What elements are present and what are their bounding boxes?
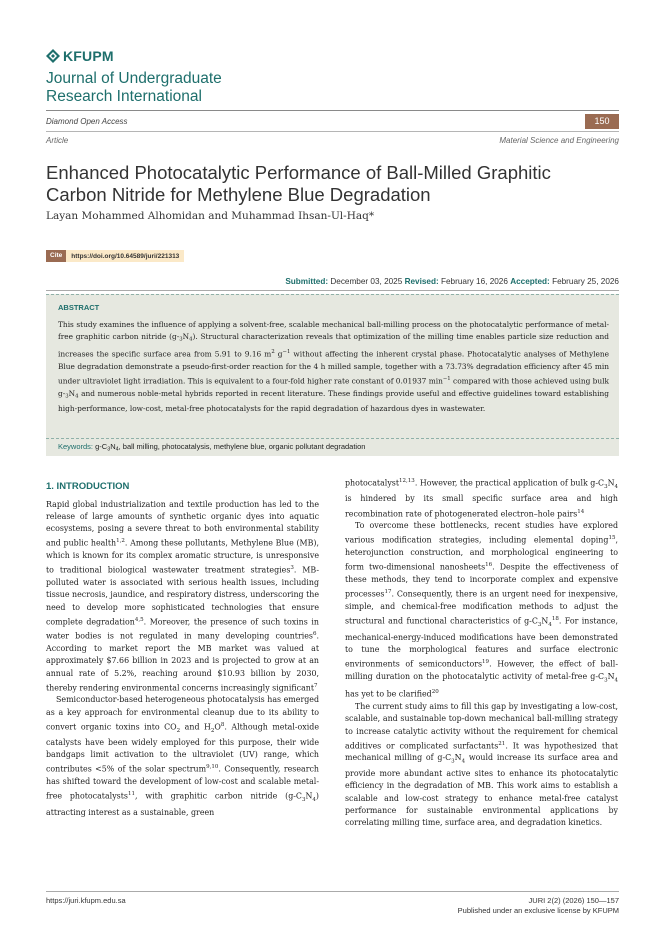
section-heading-introduction: 1. INTRODUCTION <box>46 481 130 492</box>
accepted-label: Accepted: <box>510 277 550 286</box>
doi-link[interactable]: https://doi.org/10.64589/juri/221313 <box>71 252 180 260</box>
intro-paragraph-2-continued: photocatalyst$^{12,13}$. However, the practical application of bulk $g-C_3N_4$ is hindered by its small specific surface area and high recombination rate of photogenerated electron–hole pairs$^{14}$ <box>345 478 618 519</box>
dates-divider <box>46 290 619 291</box>
abstract-text: This study examines the influence of applying a solvent-free, scalable mechanical ball-milling process on the photocatalytic performance of metal-free graphitic carbon nitride (g-3N4). Structural characterization reveals that optimization of the milling time enables particle size reduction and increases the specific surface area from 5.91 to 9.16 $m^2$ $g^{-1}$ without affecting the inherent crystal phase. Photocatalytic analyses of Methylene Blue degradation demonstrate a pseudo-first-order reaction for the 4 h milled sample, together with a 73.73% degradation efficiency after 45 min under ultraviolet light irradiation. This is equivalent to a four-fold higher rate constant of 0.01937 $\min^{-1}$ compared with those achieved using bulk g-3N4 and numerous noble-metal hybrids reported in recent literature. These findings provide useful and effective guidelines toward establishing high-performance, low-cost, metal-free photocatalysts for the rapid degradation of hazardous dyes in wastewater. <box>58 320 610 414</box>
cite-tag: Cite <box>46 250 66 262</box>
header-divider <box>46 110 619 111</box>
article-type-label: Article <box>46 136 69 145</box>
intro-paragraph-1: Rapid global industrialization and textile production has led to the release of large amounts of synthetic organic dyes into aquatic ecosystems, posing a severe threat to both environmental stability and public health$^{1,2}$. Among these pollutants, Methylene Blue (MB), which is known for its complex aromatic structure, is unresponsive to traditional biological wastewater treatment strategies$^3$. MB-polluted water is associated with serious health issues, including tissue necrosis, jaundice, and respiratory distress, underscoring the need to develop more sophisticated technologies that ensure complete degradation$^{4,5}$. Moreover, the presence of such toxins in water bodies is not regulated in many developing countries$^6$. According to market report the MB market was valued at approximately $7.66 billion in 2023 and is projected to grow at an annual rate of 5.2%, reaching around $10.93 billion by 2030, thereby rendering environmental concerns increasingly significant$^7$ <box>46 500 320 693</box>
journal-name-line1: Journal of Undergraduate <box>46 70 222 87</box>
intro-paragraph-3: To overcome these bottlenecks, recent studies have explored various modification strategies, including elemental doping$^{15}$, heterojunction construction, and morphological engineering to form two-dimensional nanosheets$^{16}$. Despite the effectiveness of these methods, they tend to incorporate complex and expensive processes$^{17}$. Consequently, there is an urgent need for inexpensive, simple, and chemical-free modification methods to adjust the structural and functional characteristics of $g-C_3N_4^{18}$. For instance, mechanical-energy-induced modifications have been demonstrated to tune the morphological features and surface electronic environments of semiconductors$^{19}$. However, the effect of ball-milling duration on the photocatalytic activity of metal-free $g-C_3N_4$ has yet to be clarified$^{20}$ <box>345 521 618 700</box>
journal-name-line2: Research International <box>46 88 202 105</box>
keywords-line: Keywords: g-C3N4, ball milling, photocatalysis, methylene blue, organic pollutant degradation <box>58 442 366 453</box>
header-divider-secondary <box>46 131 619 132</box>
submitted-date: December 03, 2025 <box>330 277 403 286</box>
access-label: Diamond Open Access <box>46 117 128 126</box>
intro-paragraph-2: Semiconductor-based heterogeneous photocatalysis has emerged as a key approach for environmental cleanup due to its ability to convert organic toxins into $CO_2$ and $H_2O^8$. Although metal-oxide catalysts have been widely employed for this purpose, their wide bandgaps limit activation to the ultraviolet (UV) range, which contributes <5% of the solar spectrum$^{9,10}$. Consequently, research has shifted toward the development of low-cost and scalable metal-free photocatalysts$^{11}$, with graphitic carbon nitride $(g-C_3N_4)$ attracting interest as a sustainable, green <box>46 695 319 817</box>
page-number-badge: 150 <box>585 114 619 129</box>
submitted-label: Submitted: <box>285 277 329 286</box>
license-notice: Published under an exclusive license by KFUPM <box>457 906 619 915</box>
logo-text: KFUPM <box>63 48 114 64</box>
subject-field-label: Material Science and Engineering <box>499 136 619 145</box>
citation-box <box>46 250 184 262</box>
abstract-divider <box>46 438 619 439</box>
intro-paragraph-4: The current study aims to fill this gap by investigating a low-cost, scalable, and sustainable top-down mechanical ball-milling strategy to increase catalytic activity without the requirement for chemical additives or complicated surfactants$^{21}$. It was hypothesized that mechanical milling of $g-C_3N_4$ would increase its surface area and provide more abundant active sites to enhance its photocatalytic efficiency in the degradation of MB. This work aims to establish a scalable and low-cost strategy to enhance metal-free catalyst performance for sustainable environmental applications by correlating milling time, surface area, and degradation kinetics. <box>345 702 619 827</box>
abstract-heading: ABSTRACT <box>58 303 100 312</box>
kfupm-logo <box>46 48 114 64</box>
journal-url-link[interactable]: https://juri.kfupm.edu.sa <box>46 896 126 905</box>
body-column-right <box>345 475 618 829</box>
revised-date: February 16, 2026 <box>441 277 508 286</box>
keywords-label: Keywords: <box>58 442 94 451</box>
journal-reference: JURI 2(2) (2026) 150—157 <box>528 896 619 905</box>
article-title: Enhanced Photocatalytic Performance of Ball-Milled Graphitic Carbon Nitride for Methylene Blue Degradation <box>46 162 551 205</box>
author-list: Layan Mohammed Alhomidan and Muhammad Ihsan-Ul-Haq* <box>46 210 375 222</box>
accepted-date: February 25, 2026 <box>552 277 619 286</box>
kfupm-emblem-icon <box>46 49 60 63</box>
publication-dates <box>285 277 619 286</box>
revised-label: Revised: <box>404 277 439 286</box>
footer-divider <box>46 891 619 892</box>
body-column-left <box>46 499 319 819</box>
journal-name <box>46 70 222 106</box>
abstract-box <box>46 294 619 456</box>
